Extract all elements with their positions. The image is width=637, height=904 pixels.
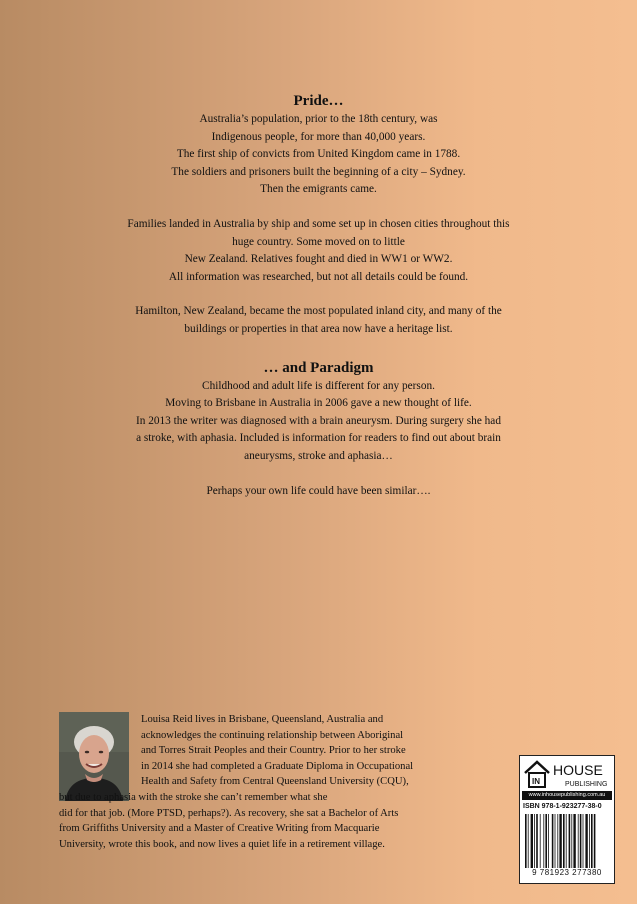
barcode-bar	[528, 814, 529, 868]
barcode-bar	[548, 814, 549, 868]
barcode-bar	[531, 814, 533, 868]
barcode-bar	[534, 814, 535, 868]
barcode-bar	[540, 814, 541, 868]
logo-publishing-text: PUBLISHING	[565, 781, 608, 788]
bio-line: Louisa Reid lives in Brisbane, Queensland, Australia and	[141, 714, 384, 725]
barcode-bar	[559, 814, 561, 868]
barcode-bar	[552, 814, 554, 868]
author-bio	[59, 712, 499, 852]
blurb-line: Then the emigrants came.	[260, 183, 377, 196]
barcode-number: 9 781923 277380	[532, 868, 602, 877]
isbn-barcode-box	[519, 755, 615, 884]
blurb-line: New Zealand. Relatives fought and died in WW1 or WW2.	[184, 253, 453, 266]
heading-paradigm: … and Paradigm	[263, 359, 374, 376]
barcode-bar	[569, 814, 571, 868]
closing-line: Perhaps your own life could have been similar….	[206, 484, 431, 497]
barcode-bar	[573, 814, 575, 868]
barcode-bar	[566, 814, 567, 868]
barcode-bar	[580, 814, 582, 868]
logo-house-text: HOUSE	[553, 762, 603, 778]
blurb-line: Moving to Brisbane in Australia in 2006 gave a new thought of life.	[165, 397, 472, 410]
blurb-line: buildings or properties in that area now have a heritage list.	[184, 322, 453, 335]
barcode-bar	[525, 814, 527, 868]
bio-line: from Griffiths University and a Master of Creative Writing from Macquarie	[59, 823, 380, 835]
bio-line: but due to aphasia with the stroke she can’t remember what she	[59, 791, 328, 803]
bio-line: Health and Safety from Central Queensland University (CQU),	[141, 776, 409, 788]
blurb-line: aneurysms, stroke and aphasia…	[244, 449, 393, 462]
barcode-bar	[557, 814, 558, 868]
barcode-bar	[545, 814, 547, 868]
barcode-bar	[591, 814, 593, 868]
blurb-line: In 2013 the writer was diagnosed with a brain aneurysm. During surgery she had	[136, 414, 501, 427]
isbn-number: ISBN 978-1-923277-38-0	[523, 803, 602, 810]
blurb-line: All information was researched, but not all details could be found.	[168, 270, 469, 283]
bio-line: University, wrote this book, and now lives a quiet life in a retirement village.	[59, 838, 385, 850]
publisher-logo	[523, 759, 611, 789]
logo-in-text: IN	[532, 777, 540, 786]
blurb-line: Families landed in Australia by ship and some set up in chosen cities throughout this	[127, 217, 510, 230]
publisher-url: www.inhousepublishing.com.au	[522, 791, 612, 800]
barcode-bar	[583, 814, 584, 868]
back-cover-blurb	[80, 92, 557, 500]
barcode-bar	[571, 814, 572, 868]
barcode-bar	[543, 814, 544, 868]
blurb-line: Childhood and adult life is different for any person.	[202, 379, 435, 392]
barcode-bar	[578, 814, 579, 868]
blurb-line: huge country. Some moved on to little	[232, 235, 405, 248]
barcode-bar	[555, 814, 556, 868]
bio-line: did for that job. (More PTSD, perhaps?). As recovery, she sat a Bachelor of Arts	[59, 807, 399, 819]
bio-line: in 2014 she had completed a Graduate Diploma in Occupational	[141, 760, 414, 772]
barcode-bar	[563, 814, 565, 868]
bio-line: and Torres Strait Peoples and their Country. Prior to her stroke	[141, 745, 406, 757]
blurb-line: The soldiers and prisoners built the beginning of a city – Sydney.	[171, 165, 466, 178]
blurb-line: Australia’s population, prior to the 18th century, was	[199, 113, 438, 125]
author-photo	[59, 712, 129, 801]
barcode-bar	[594, 814, 596, 868]
blurb-line: Indigenous people, for more than 40,000 years.	[211, 130, 426, 143]
blurb-line: a stroke, with aphasia. Included is information for readers to find out about brain	[136, 432, 501, 445]
bio-line: acknowledges the continuing relationship between Aboriginal	[141, 729, 404, 741]
blurb-line: Hamilton, New Zealand, became the most populated inland city, and many of the	[135, 305, 502, 318]
barcode-bar	[536, 814, 538, 868]
barcode-bar	[589, 814, 590, 868]
blurb-line: The first ship of convicts from United Kingdom came in 1788.	[176, 148, 461, 161]
barcode	[524, 814, 610, 868]
heading-pride: Pride…	[293, 93, 344, 109]
author-portrait-image	[59, 712, 129, 801]
barcode-bar	[585, 814, 587, 868]
